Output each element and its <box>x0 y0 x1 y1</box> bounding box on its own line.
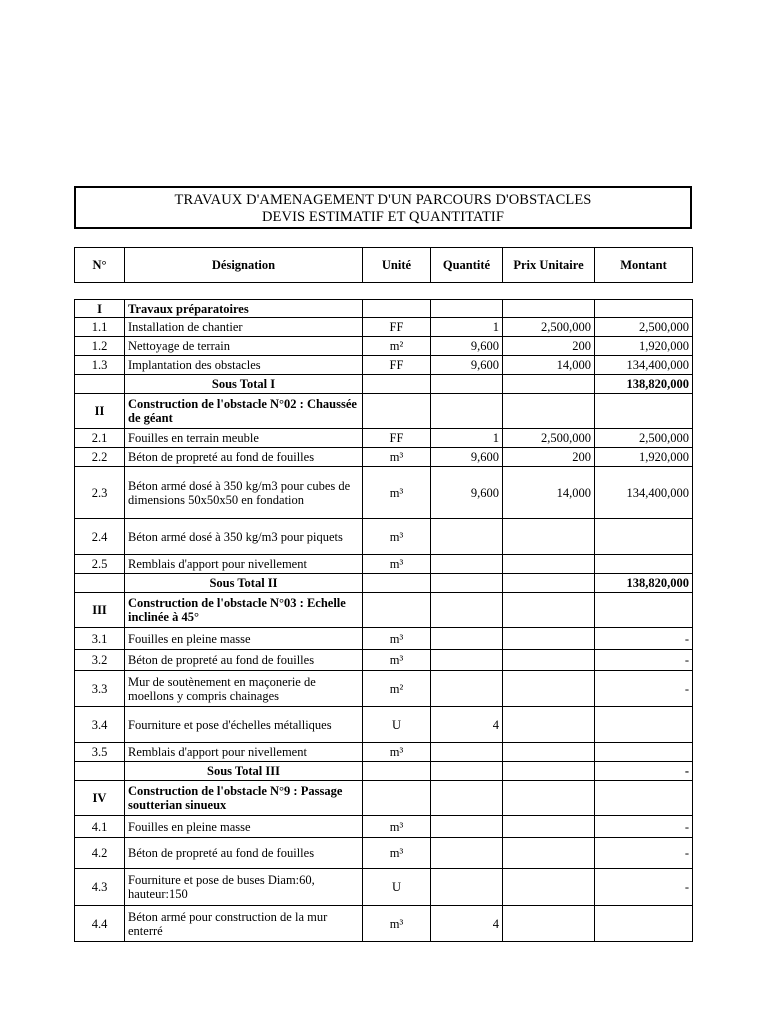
item-unit-price <box>503 816 595 838</box>
unit-cell <box>363 394 431 429</box>
item-number: 4.2 <box>75 838 125 869</box>
item-unit: FF <box>363 356 431 375</box>
item-amount: - <box>595 671 693 707</box>
unit-price-cell <box>503 574 595 593</box>
item-row <box>75 671 693 707</box>
item-number: 3.1 <box>75 628 125 650</box>
document-title-box <box>74 186 692 229</box>
unit-cell <box>363 300 431 318</box>
item-unit: U <box>363 707 431 743</box>
item-amount: - <box>595 816 693 838</box>
item-amount <box>595 519 693 555</box>
item-number: 2.3 <box>75 467 125 519</box>
item-unit: m³ <box>363 555 431 574</box>
document-subtitle: DEVIS ESTIMATIF ET QUANTITATIF <box>261 209 505 225</box>
item-designation: Fouilles en pleine masse <box>125 816 363 838</box>
item-quantity: 1 <box>431 318 503 337</box>
quantity-cell <box>431 762 503 781</box>
item-unit-price: 14,000 <box>503 467 595 519</box>
section-title: Construction de l'obstacle N°9 : Passage soutterian sinueux <box>125 781 363 816</box>
item-amount: 2,500,000 <box>595 318 693 337</box>
item-row <box>75 628 693 650</box>
item-row <box>75 467 693 519</box>
item-quantity <box>431 816 503 838</box>
subtotal-amount: - <box>595 762 693 781</box>
item-unit: m³ <box>363 906 431 942</box>
item-unit: m³ <box>363 467 431 519</box>
amount-cell <box>595 300 693 318</box>
section-title: Travaux préparatoires <box>125 300 363 318</box>
item-number: 3.3 <box>75 671 125 707</box>
item-quantity <box>431 838 503 869</box>
unit-cell <box>363 375 431 394</box>
section-title: Construction de l'obstacle N°03 : Echelle inclinée à 45° <box>125 593 363 628</box>
header-montant: Montant <box>595 248 693 283</box>
header-designation: Désignation <box>125 248 363 283</box>
item-row <box>75 337 693 356</box>
item-row <box>75 869 693 906</box>
item-unit-price <box>503 671 595 707</box>
item-designation: Implantation des obstacles <box>125 356 363 375</box>
item-designation: Nettoyage de terrain <box>125 337 363 356</box>
estimate-table-body <box>75 300 693 942</box>
subtotal-amount: 138,820,000 <box>595 375 693 394</box>
item-number: 3.5 <box>75 743 125 762</box>
quantity-cell <box>431 574 503 593</box>
item-unit-price: 2,500,000 <box>503 318 595 337</box>
header-no: N° <box>75 248 125 283</box>
item-amount <box>595 555 693 574</box>
item-amount: 2,500,000 <box>595 429 693 448</box>
item-designation: Fouilles en terrain meuble <box>125 429 363 448</box>
unit-price-cell <box>503 375 595 394</box>
item-number: 2.1 <box>75 429 125 448</box>
quantity-cell <box>431 375 503 394</box>
item-designation: Mur de soutènement en maçonerie de moellons y compris chainages <box>125 671 363 707</box>
item-quantity: 4 <box>431 707 503 743</box>
section-number: I <box>75 300 125 318</box>
unit-price-cell <box>503 300 595 318</box>
item-unit: m³ <box>363 743 431 762</box>
item-row <box>75 838 693 869</box>
item-designation: Installation de chantier <box>125 318 363 337</box>
item-row <box>75 318 693 337</box>
item-number: 2.2 <box>75 448 125 467</box>
section-row <box>75 781 693 816</box>
item-unit-price <box>503 869 595 906</box>
item-quantity: 1 <box>431 429 503 448</box>
item-amount: 134,400,000 <box>595 467 693 519</box>
item-quantity <box>431 671 503 707</box>
item-designation: Remblais d'apport pour nivellement <box>125 555 363 574</box>
section-title: Construction de l'obstacle N°02 : Chaussée de géant <box>125 394 363 429</box>
item-row <box>75 906 693 942</box>
quantity-cell <box>431 781 503 816</box>
header-quantite: Quantité <box>431 248 503 283</box>
number-cell <box>75 574 125 593</box>
item-row <box>75 519 693 555</box>
unit-cell <box>363 574 431 593</box>
item-amount <box>595 906 693 942</box>
number-cell <box>75 762 125 781</box>
item-number: 2.4 <box>75 519 125 555</box>
item-amount <box>595 707 693 743</box>
quantity-cell <box>431 394 503 429</box>
item-quantity <box>431 650 503 671</box>
item-designation: Fouilles en pleine masse <box>125 628 363 650</box>
item-unit: m³ <box>363 628 431 650</box>
item-designation: Béton de propreté au fond de fouilles <box>125 448 363 467</box>
unit-price-cell <box>503 593 595 628</box>
item-amount: - <box>595 650 693 671</box>
section-number: III <box>75 593 125 628</box>
item-number: 3.4 <box>75 707 125 743</box>
item-designation: Fourniture et pose d'échelles métalliques <box>125 707 363 743</box>
item-quantity: 9,600 <box>431 467 503 519</box>
item-quantity <box>431 743 503 762</box>
header-prix-unitaire: Prix Unitaire <box>503 248 595 283</box>
item-amount: 134,400,000 <box>595 356 693 375</box>
subtotal-label: Sous Total III <box>125 762 363 781</box>
item-unit-price <box>503 906 595 942</box>
item-number: 4.3 <box>75 869 125 906</box>
estimate-table <box>74 299 693 942</box>
item-unit: m³ <box>363 448 431 467</box>
item-quantity <box>431 869 503 906</box>
item-quantity <box>431 628 503 650</box>
item-quantity: 4 <box>431 906 503 942</box>
item-unit-price: 200 <box>503 337 595 356</box>
item-number: 1.1 <box>75 318 125 337</box>
item-unit-price <box>503 743 595 762</box>
amount-cell <box>595 394 693 429</box>
item-quantity: 9,600 <box>431 356 503 375</box>
item-designation: Béton armé pour construction de la mur enterré <box>125 906 363 942</box>
item-unit-price <box>503 650 595 671</box>
item-unit: U <box>363 869 431 906</box>
item-unit: m³ <box>363 838 431 869</box>
item-row <box>75 555 693 574</box>
quantity-cell <box>431 593 503 628</box>
subtotal-row <box>75 574 693 593</box>
subtotal-label: Sous Total II <box>125 574 363 593</box>
item-row <box>75 707 693 743</box>
item-row <box>75 816 693 838</box>
item-designation: Béton de propreté au fond de fouilles <box>125 838 363 869</box>
item-number: 4.4 <box>75 906 125 942</box>
unit-cell <box>363 781 431 816</box>
section-number: II <box>75 394 125 429</box>
item-quantity <box>431 519 503 555</box>
item-amount: - <box>595 838 693 869</box>
item-unit: m³ <box>363 816 431 838</box>
item-unit: m² <box>363 337 431 356</box>
quantity-cell <box>431 300 503 318</box>
section-row <box>75 300 693 318</box>
item-unit-price <box>503 555 595 574</box>
item-unit-price: 14,000 <box>503 356 595 375</box>
unit-cell <box>363 762 431 781</box>
item-amount <box>595 743 693 762</box>
subtotal-amount: 138,820,000 <box>595 574 693 593</box>
item-row <box>75 429 693 448</box>
item-designation: Béton armé dosé à 350 kg/m3 pour cubes de dimensions 50x50x50 en fondation <box>125 467 363 519</box>
item-amount: - <box>595 869 693 906</box>
item-unit: m³ <box>363 650 431 671</box>
subtotal-label: Sous Total I <box>125 375 363 394</box>
item-amount: - <box>595 628 693 650</box>
item-quantity <box>431 555 503 574</box>
amount-cell <box>595 781 693 816</box>
item-quantity: 9,600 <box>431 448 503 467</box>
item-number: 1.2 <box>75 337 125 356</box>
item-row <box>75 448 693 467</box>
item-amount: 1,920,000 <box>595 448 693 467</box>
item-unit: FF <box>363 318 431 337</box>
section-row <box>75 593 693 628</box>
item-designation: Remblais d'apport pour nivellement <box>125 743 363 762</box>
item-unit-price <box>503 838 595 869</box>
item-quantity: 9,600 <box>431 337 503 356</box>
header-unite: Unité <box>363 248 431 283</box>
item-unit: m³ <box>363 519 431 555</box>
item-number: 2.5 <box>75 555 125 574</box>
unit-price-cell <box>503 762 595 781</box>
unit-price-cell <box>503 394 595 429</box>
item-designation: Fourniture et pose de buses Diam:60, hauteur:150 <box>125 869 363 906</box>
document-title: TRAVAUX D'AMENAGEMENT D'UN PARCOURS D'OBSTACLES <box>174 192 592 208</box>
header-table <box>74 247 693 283</box>
item-unit: FF <box>363 429 431 448</box>
item-unit-price <box>503 519 595 555</box>
item-designation: Béton armé dosé à 350 kg/m3 pour piquets <box>125 519 363 555</box>
subtotal-row <box>75 375 693 394</box>
item-unit-price <box>503 628 595 650</box>
item-row <box>75 356 693 375</box>
item-unit-price <box>503 707 595 743</box>
item-designation: Béton de propreté au fond de fouilles <box>125 650 363 671</box>
amount-cell <box>595 593 693 628</box>
item-number: 3.2 <box>75 650 125 671</box>
item-row <box>75 743 693 762</box>
item-unit-price: 200 <box>503 448 595 467</box>
item-amount: 1,920,000 <box>595 337 693 356</box>
subtotal-row <box>75 762 693 781</box>
item-unit-price: 2,500,000 <box>503 429 595 448</box>
unit-price-cell <box>503 781 595 816</box>
item-unit: m² <box>363 671 431 707</box>
number-cell <box>75 375 125 394</box>
item-number: 1.3 <box>75 356 125 375</box>
item-number: 4.1 <box>75 816 125 838</box>
section-row <box>75 394 693 429</box>
section-number: IV <box>75 781 125 816</box>
item-row <box>75 650 693 671</box>
unit-cell <box>363 593 431 628</box>
